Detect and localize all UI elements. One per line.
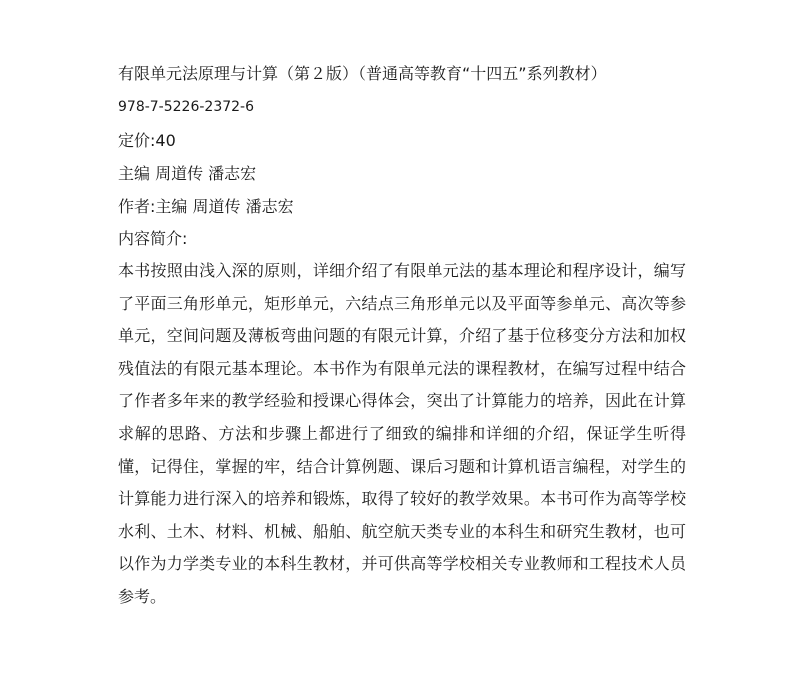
intro-label: 内容简介: [118,229,188,248]
book-title: 有限单元法原理与计算（第２版）（普通高等教育“十四五”系列教材） [118,64,607,83]
book-price: 定价:40 [118,131,176,150]
book-info [118,64,686,614]
book-editor: 主编 周道传 潘志宏 [118,164,257,183]
intro-text: 本书按照由浅入深的原则，详细介绍了有限单元法的基本理论和程序设计，编写了平面三角形单元，矩形单元，六结点三角形单元以及平面等参单元、高次等参单元，空间问题及薄板弯曲问题的有限元计算，介绍了基于位移变分方法和加权残值法的有限元基本理论。本书作为有限单元法的课程教材，在编写过程中结合了作者多年来的教学经验和授课心得体会，突出了计算能力的培养，因此在计算求解的思路、方法和步骤上都进行了细致的编排和详细的介绍，保证学生听得懂，记得住，掌握的牢，结合计算例题、课后习题和计算机语言编程，对学生的计算能力进行深入的培养和锻炼，取得了较好的教学效果。本书可作为高等学校水利、土木、材料、机械、船舶、航空航天类专业的本科生和研究生教材，也可以作为力学类专业的本科生教材，并可供高等学校相关专业教师和工程技术人员参考。 [118,261,686,606]
book-isbn: 978-7-5226-2372-6 [118,99,255,115]
book-author: 作者:主编 周道传 潘志宏 [118,197,294,216]
